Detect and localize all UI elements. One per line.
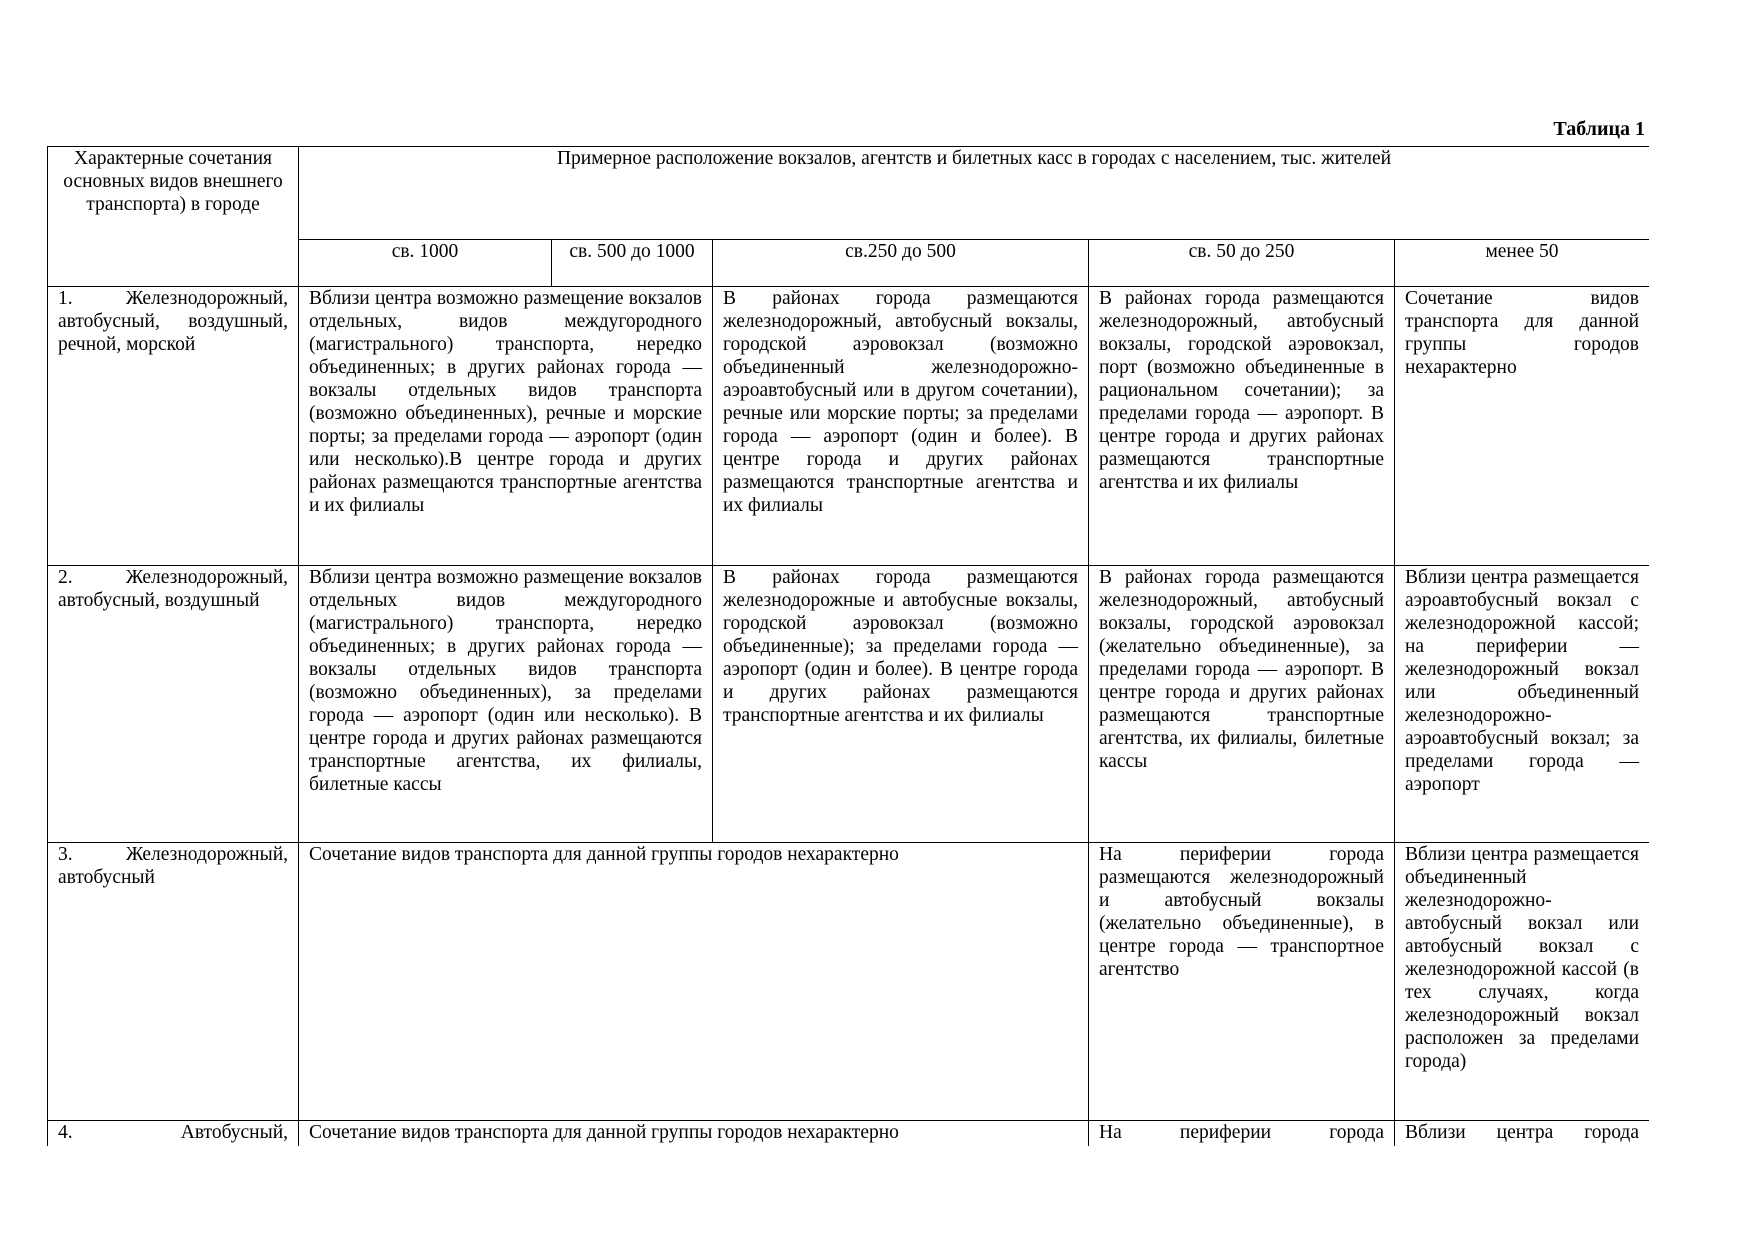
table-cell: Вблизи центра возможно размещение вокзалов отдельных видов междугородного (магистрального) транспорта, нередко объединенных; в других районах города — вокзалы отдельных видов транспорта (возможно объединенных), за пределами города — аэропорт (один или несколько). В центре города и других районах размещаются транспортные агентства, их филиалы, билетные кассы	[299, 566, 713, 843]
subheader-cell: св. 1000	[299, 240, 552, 287]
subheader-cell: менее 50	[1395, 240, 1650, 287]
merged-cell: Сочетание видов транспорта для данной группы городов нехарактерно	[299, 843, 1089, 1121]
subheader-cell: св.250 до 500	[713, 240, 1089, 287]
transport-table-container	[47, 146, 1649, 1146]
header-transport-types: Характерные сочетания основных видов внешнего транспорта) в городе	[48, 147, 299, 287]
table-cell: На периферии города	[1089, 1121, 1395, 1147]
table-cell: Вблизи центра размещается аэроавтобусный вокзал с железнодорожной кассой; на периферии — железнодорожный вокзал или объединенный железнодорожно-аэроавтобусный вокзал; за пределами города — аэропорт	[1395, 566, 1650, 843]
table-cell: В районах города размещаются железнодорожные и автобусные вокзалы, городской аэровокзал (возможно объединенные); за пределами города — аэропорт (один и более). В центре города и других районах размещаются транспортные агентства и их филиалы	[713, 566, 1089, 843]
table-cell: Вблизи центра размещается объединенный железнодорожно-автобусный вокзал или автобусный вокзал с железнодорожной кассой (в тех случаях, когда железнодорожный вокзал расположен за пределами города)	[1395, 843, 1650, 1121]
table-row	[48, 1121, 1650, 1147]
table-row	[48, 287, 1650, 566]
subheader-cell: св. 500 до 1000	[552, 240, 713, 287]
table-cell: Вблизи центра возможно размещение вокзалов отдельных, видов междугородного (магистрального) транспорта, нередко объединенных; в других районах города — вокзалы отдельных видов транспорта (возможно объединенных), речные и морские порты; за пределами города — аэропорт (один или несколько).В центре города и других районах размещаются транспортные агентства и их филиалы	[299, 287, 713, 566]
row-type-cell: 2. Железнодорожный, автобусный, воздушный	[48, 566, 299, 843]
row-type-cell: 4. Автобусный,	[48, 1121, 299, 1147]
row-type-cell: 1. Железнодорожный, автобусный, воздушный, речной, морской	[48, 287, 299, 566]
table-cell: Сочетание видов транспорта для данной группы городов нехарактерно	[1395, 287, 1650, 566]
table-cell: В районах города размещаются железнодорожный, автобусный вокзалы, городской аэровокзал (желательно объединенные), за пределами города — аэропорт. В центре города и других районах размещаются транспортные агентства, их филиалы, билетные кассы	[1089, 566, 1395, 843]
transport-table	[47, 146, 1649, 1146]
table-row	[48, 843, 1650, 1121]
table-cell: В районах города размещаются железнодорожный, автобусный вокзалы, городской аэровокзал (возможно объединенный железнодорожно-аэроавтобусный или в другом сочетании), речные или морские порты; за пределами города — аэропорт (один и более). В центре города и других районах размещаются транспортные агентства и их филиалы	[713, 287, 1089, 566]
merged-cell: Сочетание видов транспорта для данной группы городов нехарактерно	[299, 1121, 1089, 1147]
table-cell: Вблизи центра города	[1395, 1121, 1650, 1147]
header-row	[48, 147, 1650, 240]
row-type-cell: 3. Железнодорожный, автобусный	[48, 843, 299, 1121]
table-row	[48, 566, 1650, 843]
subheader-cell: св. 50 до 250	[1089, 240, 1395, 287]
header-population-group: Примерное расположение вокзалов, агентств и билетных касс в городах с населением, тыс. жителей	[299, 147, 1650, 240]
table-cell: На периферии города размещаются железнодорожный и автобусный вокзалы (желательно объединенные), в центре города — транспортное агентство	[1089, 843, 1395, 1121]
table-caption: Таблица 1	[1553, 118, 1645, 140]
table-cell: В районах города размещаются железнодорожный, автобусный вокзалы, городской аэровокзал, порт (возможно объединенные в рациональном сочетании); за пределами города — аэропорт. В центре города и других районах размещаются транспортные агентства и их филиалы	[1089, 287, 1395, 566]
